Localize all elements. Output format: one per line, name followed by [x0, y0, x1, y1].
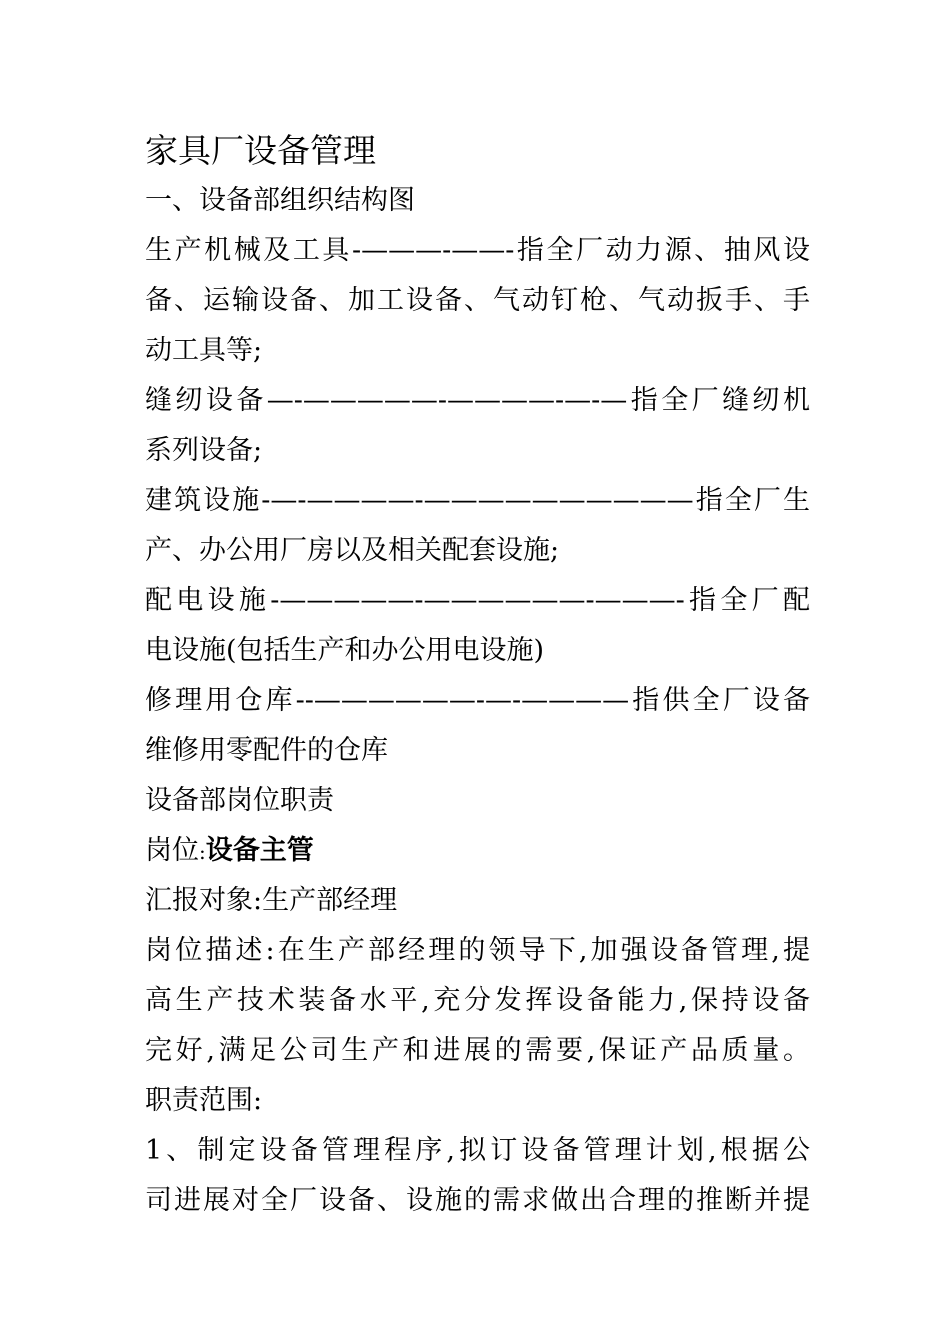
section-heading: 设备部岗位职责: [145, 785, 334, 816]
text-line: 缝纫设备—-—————-————-—-—指全厂缝纫机: [145, 385, 810, 416]
report-line: 汇报对象:生产部经理: [145, 885, 398, 916]
text-line: 生产机械及工具-———-——-指全厂动力源、抽风设: [145, 235, 810, 266]
text-line: 动工具等;: [145, 335, 263, 366]
document-title: 家具厂设备管理: [145, 131, 376, 170]
text-line: 维修用零配件的仓库: [145, 735, 388, 766]
description-line: 岗位描述:在生产部经理的领导下,加强设备管理,提: [145, 935, 810, 966]
section-heading: 一、设备部组织结构图: [145, 185, 415, 216]
text-line: 备、运输设备、加工设备、气动钉枪、气动扳手、手: [145, 285, 810, 316]
text-line: 配电设施-—————-——————-———-指全厂配: [145, 585, 810, 616]
scope-item-line: 1、制定设备管理程序,拟订设备管理计划,根据公: [145, 1135, 810, 1166]
scope-heading: 职责范围:: [145, 1085, 263, 1116]
post-colon: :: [199, 840, 206, 864]
document-body: [145, 126, 810, 1226]
text-line: 建筑设施-—-————-——————————指全厂生: [145, 485, 810, 516]
description-line: 高生产技术装备水平,充分发挥设备能力,保持设备: [145, 985, 810, 1016]
scope-item-line: 司进展对全厂设备、设施的需求做出合理的推断并提: [145, 1185, 810, 1216]
text-line: 电设施(包括生产和办公用电设施): [145, 635, 545, 666]
description-line: 完好,满足公司生产和进展的需要,保证产品质量。: [145, 1035, 810, 1066]
post-line: [145, 826, 810, 876]
post-label: 岗位: [145, 835, 199, 866]
text-line: 修理用仓库--——————-—-————指供全厂设备: [145, 685, 810, 716]
text-line: 产、办公用厂房以及相关配套设施;: [145, 535, 560, 566]
text-line: 系列设备;: [145, 435, 263, 466]
post-value: 设备主管: [205, 835, 314, 866]
